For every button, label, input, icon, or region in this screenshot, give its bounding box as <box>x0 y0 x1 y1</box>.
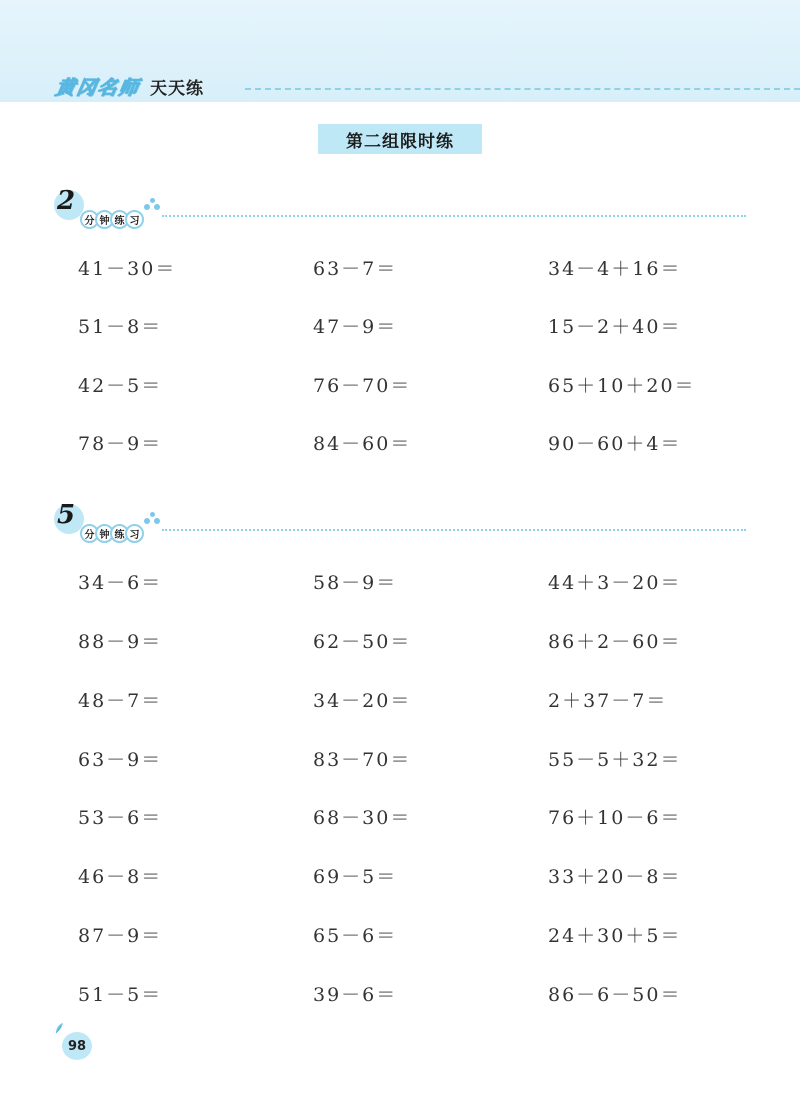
math-problem: 84－60＝ <box>313 433 412 455</box>
math-problem: 87－9＝ <box>78 925 163 947</box>
section-header-2min <box>50 186 750 227</box>
section-divider <box>162 529 746 531</box>
section-label-char: 分 <box>80 210 99 229</box>
math-problem: 51－8＝ <box>78 316 163 338</box>
math-problem: 55－5＋32＝ <box>548 749 682 771</box>
problem-row <box>0 568 800 598</box>
leaf-icon <box>54 1022 64 1034</box>
problem-row <box>0 429 800 459</box>
problem-row <box>0 921 800 951</box>
math-problem: 86－6－50＝ <box>548 984 682 1006</box>
math-problem: 62－50＝ <box>313 631 412 653</box>
math-problem: 90－60＋4＝ <box>548 433 682 455</box>
worksheet-title: 第二组限时练 <box>346 131 454 152</box>
math-problem: 78－9＝ <box>78 433 163 455</box>
math-problem: 76－70＝ <box>313 375 412 397</box>
section-divider <box>162 215 746 217</box>
math-problem: 65＋10＋20＝ <box>548 375 696 397</box>
math-problem: 24＋30＋5＝ <box>548 925 682 947</box>
section-label-char: 练 <box>110 524 129 543</box>
math-problem: 68－30＝ <box>313 807 412 829</box>
header-divider <box>245 88 800 90</box>
problem-row <box>0 803 800 833</box>
header-brand <box>53 73 205 100</box>
brand-logo-text: 黄冈名师 <box>53 77 142 99</box>
math-problem: 39－6＝ <box>313 984 398 1006</box>
series-title: 天天练 <box>150 79 205 99</box>
math-problem: 83－70＝ <box>313 749 412 771</box>
problem-row <box>0 371 800 401</box>
section-label-char: 习 <box>125 210 144 229</box>
problem-row <box>0 862 800 892</box>
math-problem: 44＋3－20＝ <box>548 572 682 594</box>
problem-row <box>0 686 800 716</box>
math-problem: 2＋37－7＝ <box>548 690 668 712</box>
math-problem: 34－20＝ <box>313 690 412 712</box>
math-problem: 63－9＝ <box>78 749 163 771</box>
section-label-char: 钟 <box>95 524 114 543</box>
section-label <box>80 524 144 543</box>
section-number: 2 <box>57 186 76 216</box>
problem-row <box>0 254 800 284</box>
math-problem: 63－7＝ <box>313 258 398 280</box>
section-label-char: 练 <box>110 210 129 229</box>
problem-row <box>0 627 800 657</box>
math-problem: 69－5＝ <box>313 866 398 888</box>
section-label-char: 习 <box>125 524 144 543</box>
worksheet-title-box <box>318 124 482 154</box>
math-problem: 53－6＝ <box>78 807 163 829</box>
math-problem: 42－5＝ <box>78 375 163 397</box>
water-drop-icon <box>144 512 160 526</box>
math-problem: 33＋20－8＝ <box>548 866 682 888</box>
math-problem: 65－6＝ <box>313 925 398 947</box>
math-problem: 46－8＝ <box>78 866 163 888</box>
section-label-char: 分 <box>80 524 99 543</box>
header-bar <box>0 70 800 102</box>
problem-row <box>0 745 800 775</box>
page-number: 98 <box>62 1032 92 1060</box>
math-problem: 58－9＝ <box>313 572 398 594</box>
problem-row <box>0 312 800 342</box>
water-drop-icon <box>144 198 160 212</box>
math-problem: 51－5＝ <box>78 984 163 1006</box>
math-problem: 15－2＋40＝ <box>548 316 682 338</box>
math-problem: 34－6＝ <box>78 572 163 594</box>
problem-row <box>0 980 800 1010</box>
math-problem: 41－30＝ <box>78 258 177 280</box>
section-number: 5 <box>57 500 76 530</box>
math-problem: 76＋10－6＝ <box>548 807 682 829</box>
section-label-char: 钟 <box>95 210 114 229</box>
math-problem: 86＋2－60＝ <box>548 631 682 653</box>
math-problem: 34－4＋16＝ <box>548 258 682 280</box>
math-problem: 88－9＝ <box>78 631 163 653</box>
section-header-5min <box>50 500 750 541</box>
section-label <box>80 210 144 229</box>
math-problem: 47－9＝ <box>313 316 398 338</box>
math-problem: 48－7＝ <box>78 690 163 712</box>
